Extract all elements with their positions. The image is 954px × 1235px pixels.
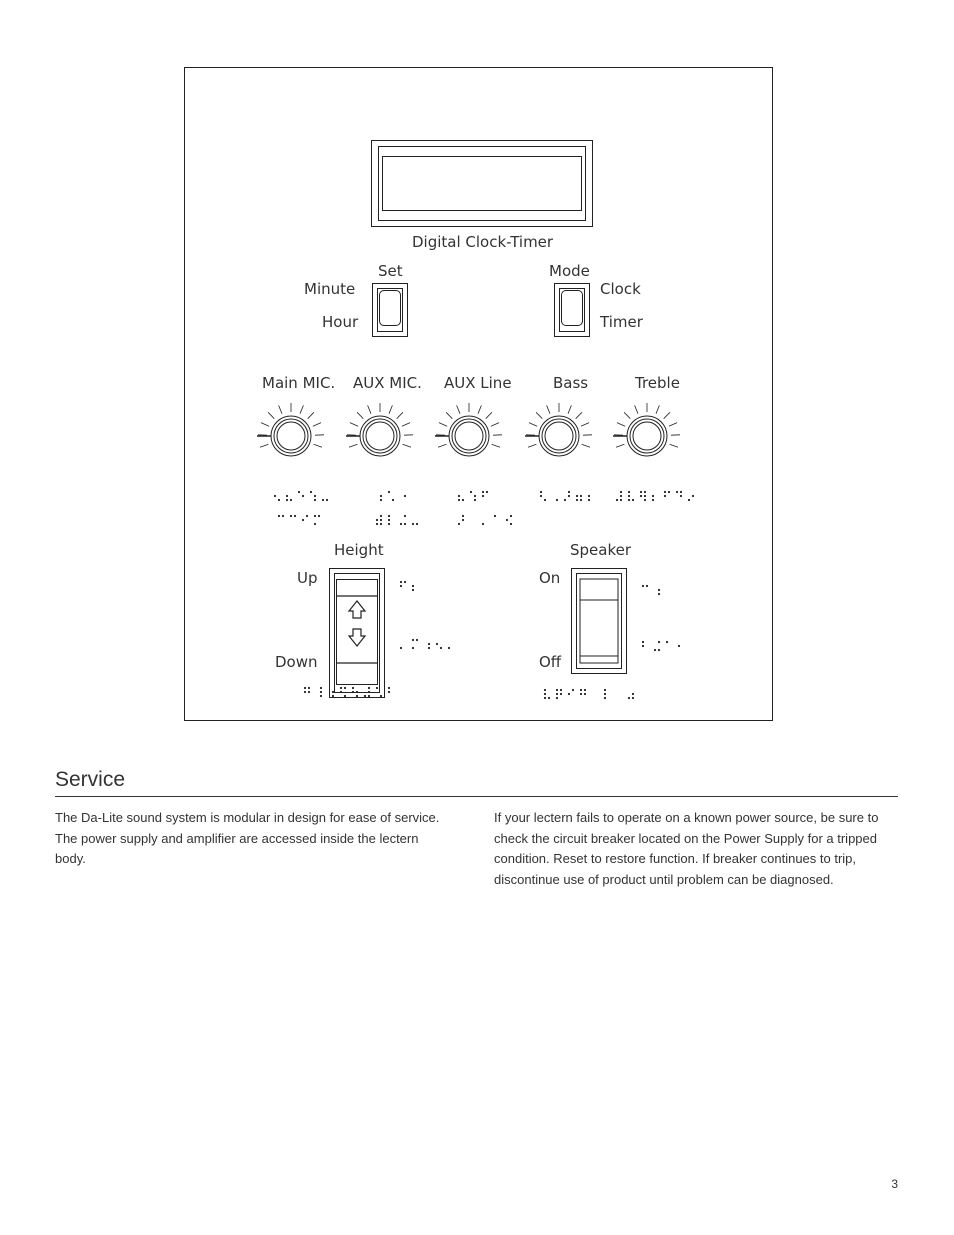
set-label: Set <box>378 262 403 280</box>
braille-markings <box>185 68 772 720</box>
control-panel-diagram <box>184 67 773 721</box>
speaker-label: Speaker <box>570 541 632 559</box>
aux-line-label: AUX Line <box>444 374 512 392</box>
down-arrow-icon <box>349 629 365 646</box>
braille-word-4 <box>376 515 418 525</box>
timer-mode-label: Timer <box>600 313 643 331</box>
clock-mode-label: Clock <box>600 280 641 298</box>
clock-label: Digital Clock-Timer <box>412 233 554 251</box>
page-number: 3 <box>891 1177 898 1191</box>
aux-mic-label: AUX MIC. <box>353 374 422 392</box>
height-rocker-switch <box>329 568 385 698</box>
treble-label: Treble <box>635 374 680 392</box>
height-label: Height <box>334 541 384 559</box>
up-label: Up <box>297 569 318 587</box>
heading-divider <box>55 796 898 797</box>
service-left-paragraph: The Da-Lite sound system is modular in design for ease of service. The power supply and amplifier are accessed inside the lectern body. <box>55 810 440 866</box>
mode-label: Mode <box>549 262 590 280</box>
service-right-paragraph: If your lectern fails to operate on a known power source, be sure to check the circuit breaker located on the Power Supply for a tripped condition. Reset to restore function. If breaker continues to trip, discontinue use of product until problem can be diagnosed. <box>494 810 879 887</box>
braille-word-1 <box>274 491 328 501</box>
braille-word-5 <box>458 491 488 501</box>
braille-word-3 <box>380 491 406 501</box>
speaker-rocker-switch <box>571 568 627 674</box>
braille-word-8 <box>616 491 694 501</box>
down-label: Down <box>275 653 318 671</box>
braille-word-14 <box>544 689 634 699</box>
braille-word-9 <box>400 581 414 591</box>
service-heading: Service <box>55 768 126 791</box>
on-label: On <box>539 569 561 587</box>
braille-word-7 <box>540 491 590 501</box>
bass-label: Bass <box>553 374 589 392</box>
braille-word-10 <box>400 639 450 649</box>
hour-label: Hour <box>322 313 359 331</box>
off-label: Off <box>539 653 562 671</box>
braille-word-2 <box>278 515 320 525</box>
minute-label: Minute <box>304 280 356 298</box>
braille-word-12 <box>642 585 660 595</box>
braille-word-13 <box>642 641 680 651</box>
up-arrow-icon <box>349 601 365 618</box>
main-mic-label: Main MIC. <box>262 374 336 392</box>
braille-word-6 <box>458 515 512 525</box>
